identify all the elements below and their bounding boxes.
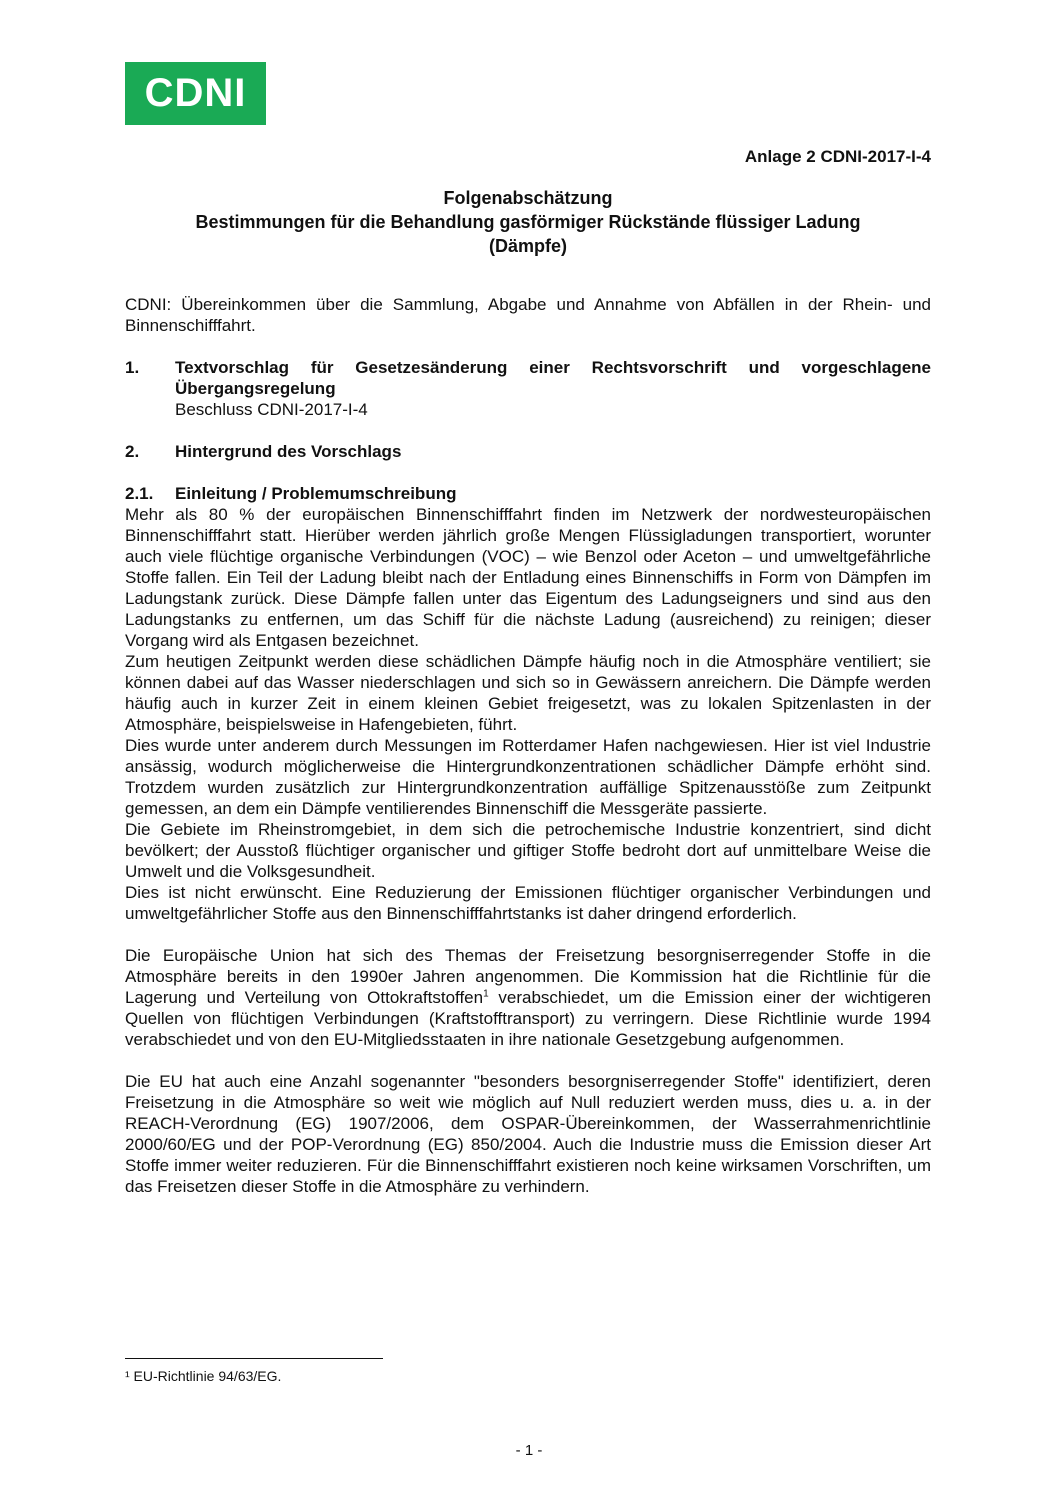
paragraph: Dies wurde unter anderem durch Messungen im Rotterdamer Hafen nachgewiesen. Hier ist viel Industrie ansässig, wodurch möglicherweise die Hintergrundkonzentrationen schädlicher Dämpfe erhöht sind. Trotzdem wurden zusätzlich zur Hintergrundkonzentration auffällige Spitzenausstöße zum Zeitpunkt gemessen, an dem ein Dämpfe ventilierendes Binnenschiff die Messgeräte passierte. bbox=[125, 736, 931, 818]
section-title: Hintergrund des Vorschlags bbox=[175, 442, 402, 461]
section-number: 2.1. bbox=[125, 484, 154, 503]
document-body bbox=[125, 294, 931, 1197]
paragraph-part: verabschiedet, um die Emission einer der wichtigeren Quellen von flüchtigen Verbindungen (Kraftstofftransport) zu verringern. Diese Richtlinie wurde 1994 verabschiedet und von den EU-Mitgliedsstaaten in ihre nationale Gesetzgebung aufgenommen. bbox=[125, 988, 931, 1049]
cdni-logo: CDNI bbox=[125, 62, 266, 125]
footnote: ¹ EU-Richtlinie 94/63/EG. bbox=[125, 1368, 282, 1384]
title-line-1: Folgenabschätzung bbox=[443, 188, 613, 208]
section-number: 2. bbox=[125, 442, 140, 461]
paragraph: Dies ist nicht erwünscht. Eine Reduzierung der Emissionen flüchtiger organischer Verbindungen und umweltgefährlicher Stoffe aus den Binnenschifffahrtstanks ist daher dringend erforderlich. bbox=[125, 883, 931, 923]
section-2-heading bbox=[125, 441, 931, 462]
document-title bbox=[125, 186, 931, 258]
intro-paragraph: CDNI: Übereinkommen über die Sammlung, Abgabe und Annahme von Abfällen in der Rhein- und Binnenschifffahrt. bbox=[125, 295, 931, 335]
section-title: Textvorschlag für Gesetzesänderung einer Rechtsvorschrift und vorgeschlagene Übergangsregelung bbox=[175, 358, 931, 398]
section-1-heading bbox=[125, 357, 931, 399]
paragraph: Die EU hat auch eine Anzahl sogenannter "besonders besorgniserregender Stoffe" identifiziert, deren Freisetzung in die Atmosphäre so weit wie möglich auf Null reduziert werden muss, dies u. a. in der REACH-Verordnung (EG) 1907/2006, dem OSPAR-Übereinkommen, der Wasserrahmenrichtlinie 2000/60/EG und der POP-Verordnung (EG) 850/2004. Auch die Industrie muss die Emission dieser Art Stoffe immer weiter reduzieren. Für die Binnenschifffahrt existieren noch keine wirksamen Vorschriften, um das Freisetzen dieser Stoffe in die Atmosphäre zu verhindern. bbox=[125, 1072, 931, 1196]
paragraph-part: Die Europäische Union hat sich des Themas der Freisetzung besorgniserregender Stoffe in die Atmosphäre bereits in den 1990er Jahren angenommen. Die Kommission hat die Richtlinie für die Lagerung und Verteilung von Ottokraftstoffen bbox=[125, 946, 931, 1007]
annex-reference: Anlage 2 CDNI-2017-I-4 bbox=[744, 147, 931, 166]
section-number: 1. bbox=[125, 358, 140, 377]
paragraph: Mehr als 80 % der europäischen Binnenschifffahrt finden im Netzwerk der nordwesteuropäischen Binnenschifffahrt statt. Hierüber werden jährlich große Mengen Flüssigladungen transportiert, worunter auch viele flüchtige organische Verbindungen (VOC) – wie Benzol oder Aceton – und umweltgefährliche Stoffe fallen. Ein Teil der Ladung bleibt nach der Entladung eines Binnenschiffs in Form von Dämpfen im Ladungstank zurück. Diese Dämpfe fallen unter das Eigentum des Ladungseigners und sind aus den Ladungstanks zu entfernen, um das Schiff für die nächste Ladung (ausreichend) zu reinigen; dieser Vorgang wird als Entgasen bezeichnet. bbox=[125, 505, 931, 650]
title-line-2: Bestimmungen für die Behandlung gasförmiger Rückstände flüssiger Ladung bbox=[195, 212, 861, 232]
footnote-divider bbox=[125, 1358, 383, 1359]
paragraph: Zum heutigen Zeitpunkt werden diese schädlichen Dämpfe häufig noch in die Atmosphäre ventiliert; sie können dabei auf das Wasser niederschlagen und sich so in Gewässern anreichern. Die Dämpfe werden häufig auch in kurzer Zeit in einem kleinen Gebiet freigesetzt, was zu lokalen Spitzenlasten in der Atmosphäre, beispielsweise in Hafengebieten, führt. bbox=[125, 652, 931, 734]
section-1-decision: Beschluss CDNI-2017-I-4 bbox=[175, 400, 368, 419]
section-title: Einleitung / Problemumschreibung bbox=[175, 484, 457, 503]
footnote-reference[interactable]: 1 bbox=[483, 988, 489, 1000]
section-2-1-heading bbox=[125, 483, 931, 504]
paragraph bbox=[125, 945, 931, 1050]
title-line-3: (Dämpfe) bbox=[488, 236, 567, 256]
page-number: - 1 - bbox=[515, 1442, 543, 1459]
paragraph: Die Gebiete im Rheinstromgebiet, in dem sich die petrochemische Industrie konzentriert, sind dicht bevölkert; der Ausstoß flüchtiger organischer und giftiger Stoffe bedroht dort auf unmittelbare Weise die Umwelt und die Volksgesundheit. bbox=[125, 820, 931, 881]
